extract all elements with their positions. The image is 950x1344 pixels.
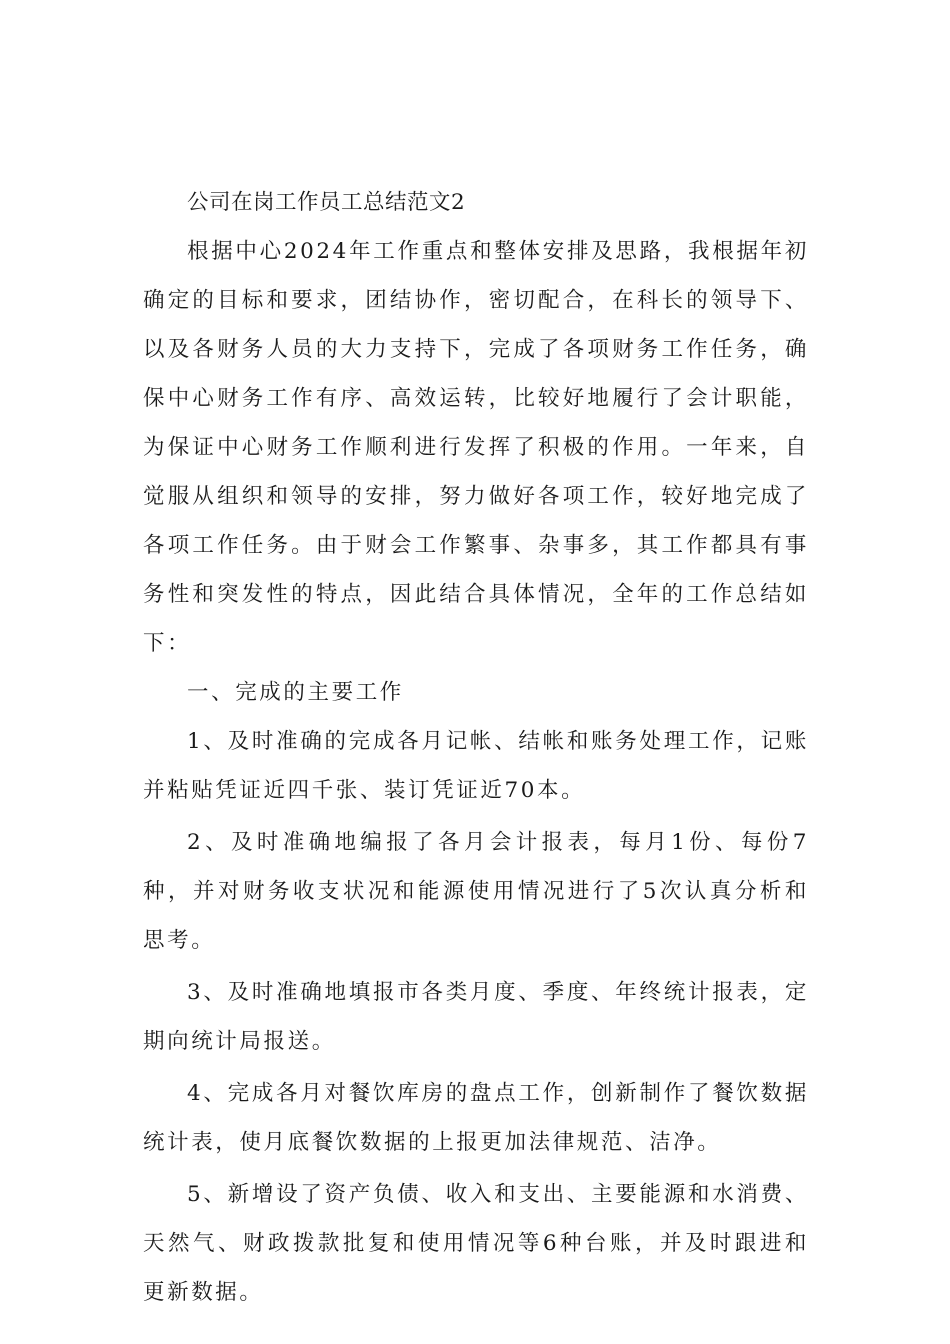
list-item: 2、及时准确地编报了各月会计报表，每月1份、每份7种，并对财务收支状况和能源使用情况进行了5次认真分析和思考。 <box>143 830 809 953</box>
list-item: 1、及时准确的完成各月记帐、结帐和账务处理工作，记账并粘贴凭证近四千张、装订凭证近70本。 <box>143 729 809 803</box>
list-item: 5、新增设了资产负债、收入和支出、主要能源和水消费、天然气、财政拨款批复和使用情况等6种台账，并及时跟进和更新数据。 <box>143 1182 809 1305</box>
intro-paragraph: 根据中心2024年工作重点和整体安排及思路，我根据年初确定的目标和要求，团结协作，密切配合，在科长的领导下、以及各财务人员的大力支持下，完成了各项财务工作任务，确保中心财务工作有序、高效运转，比较好地履行了会计职能，为保证中心财务工作顺利进行发挥了积极的作用。一年来，自觉服从组织和领导的安排，努力做好各项工作，较好地完成了各项工作任务。由于财会工作繁事、杂事多，其工作都具有事务性和突发性的特点，因此结合具体情况，全年的工作总结如下： <box>143 239 809 656</box>
section-heading: 一、完成的主要工作 <box>187 680 404 705</box>
document-body <box>143 178 809 1317</box>
document-title: 公司在岗工作员工总结范文2 <box>187 190 466 215</box>
list-item: 3、及时准确地填报市各类月度、季度、年终统计报表，定期向统计局报送。 <box>143 980 809 1054</box>
list-item: 4、完成各月对餐饮库房的盘点工作，创新制作了餐饮数据统计表，使月底餐饮数据的上报更加法律规范、洁净。 <box>143 1081 809 1155</box>
